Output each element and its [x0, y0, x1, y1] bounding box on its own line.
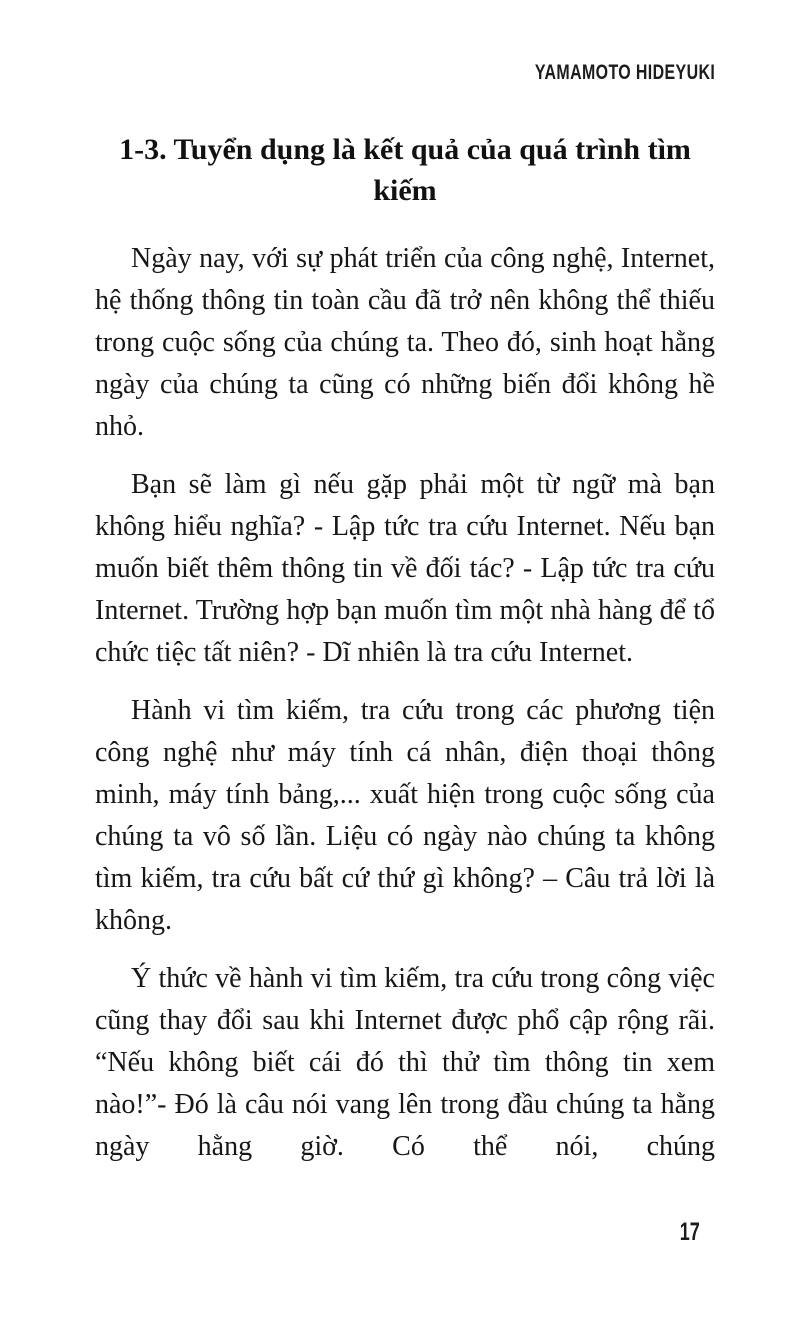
body-text [95, 238, 715, 1168]
body-paragraph: Hành vi tìm kiếm, tra cứu trong các phương tiện công nghệ như máy tính cá nhân, điện thoại thông minh, máy tính bảng,... xuất hiện trong cuộc sống của chúng ta vô số lần. Liệu có ngày nào chúng ta không tìm kiếm, tra cứu bất cứ thứ gì không? – Câu trả lời là không. [95, 694, 715, 936]
running-header [95, 62, 715, 83]
body-paragraph: Ý thức về hành vi tìm kiếm, tra cứu trong công việc cũng thay đổi sau khi Internet được phổ cập rộng rãi. “Nếu không biết cái đó thì thử tìm thông tin xem nào!”- Đó là câu nói vang lên trong đầu chúng ta hằng ngày hằng giờ. Có thể nói, chúng [95, 962, 715, 1162]
chapter-title: 1-3. Tuyển dụng là kết quả của quá trình tìm kiếm [119, 133, 691, 208]
page-number [672, 1220, 700, 1245]
body-paragraph: Bạn sẽ làm gì nếu gặp phải một từ ngữ mà bạn không hiểu nghĩa? - Lập tức tra cứu Internet. Nếu bạn muốn biết thêm thông tin về đối tác? - Lập tức tra cứu Internet. Trường hợp bạn muốn tìm một nhà hàng để tổ chức tiệc tất niên? - Dĩ nhiên là tra cứu Internet. [95, 468, 715, 668]
running-header-text: YAMAMOTO HIDEYUKI [534, 61, 715, 84]
page-number-text: 17 [679, 1218, 700, 1246]
body-paragraph: Ngày nay, với sự phát triển của công nghệ, Internet, hệ thống thông tin toàn cầu đã trở nên không thể thiếu trong cuộc sống của chúng ta. Theo đó, sinh hoạt hằng ngày của chúng ta cũng có những biến đổi không hề nhỏ. [95, 242, 715, 442]
